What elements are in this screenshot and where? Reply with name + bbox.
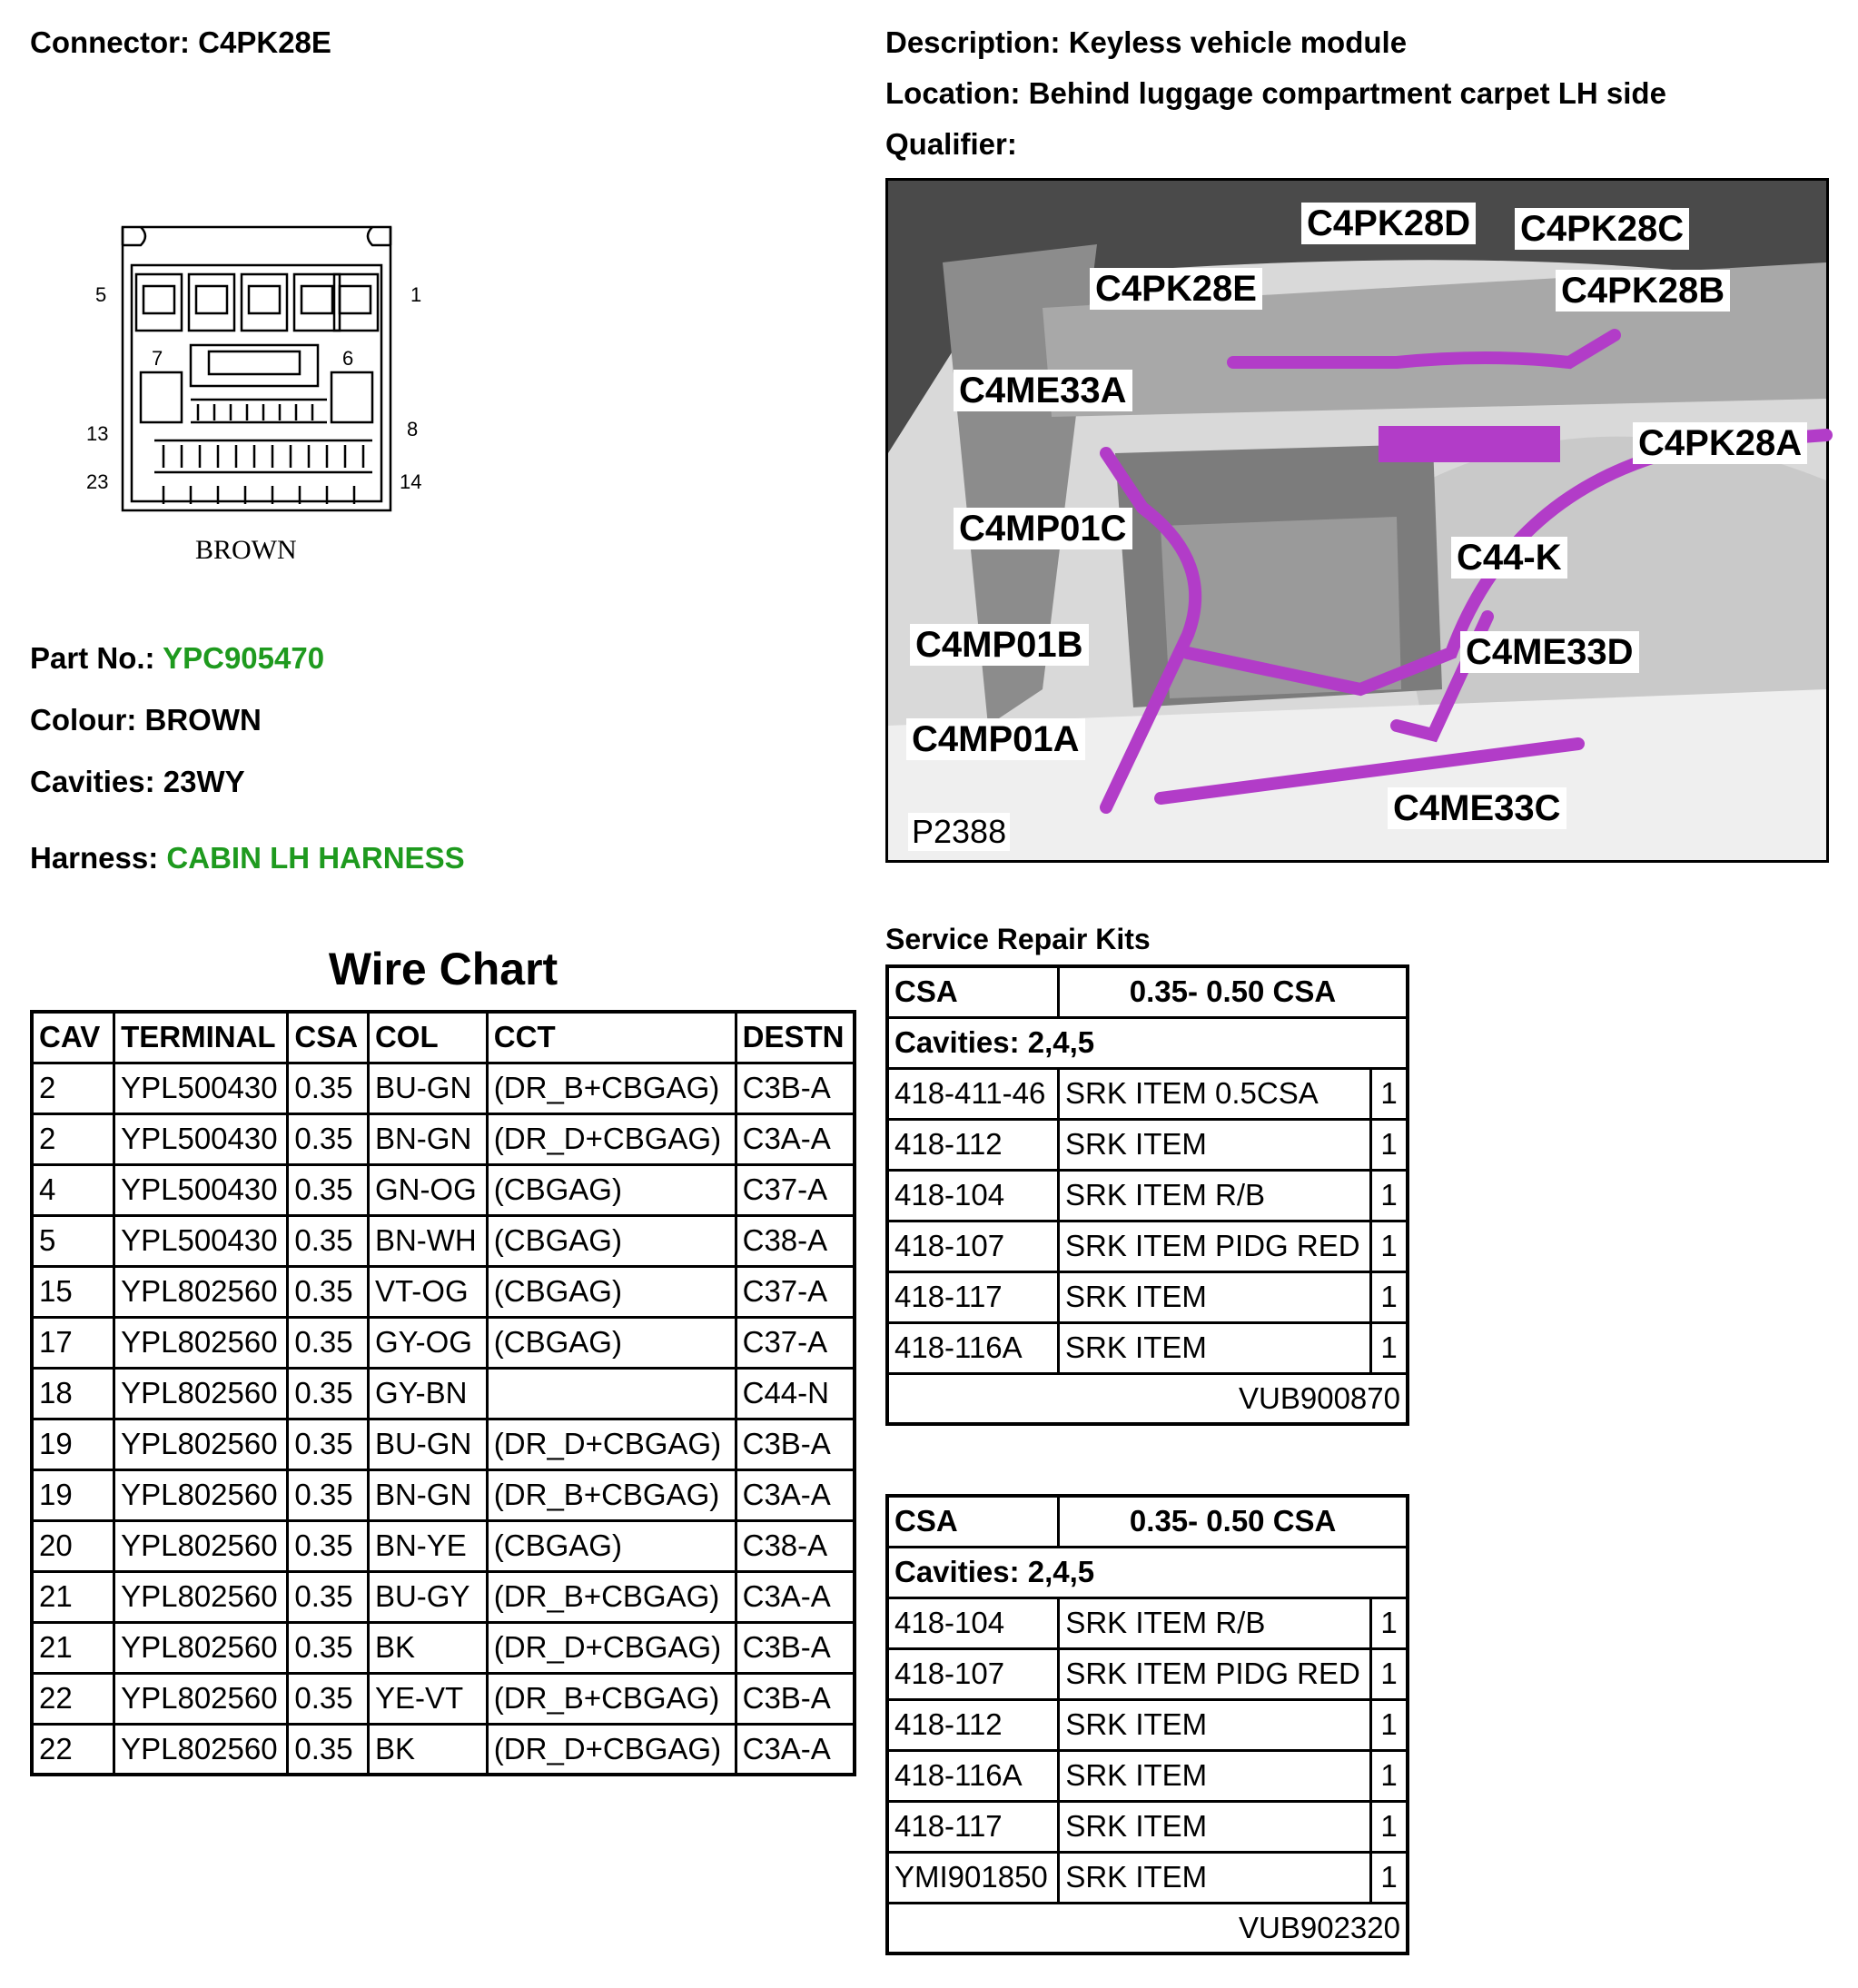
- srk-item-row: [887, 1648, 1408, 1699]
- connector-colour-text: BROWN: [195, 535, 297, 565]
- harness-row: [30, 841, 465, 875]
- location-heading: [885, 76, 1666, 111]
- srk-quantity: 1: [1371, 1750, 1408, 1801]
- srk-part-number: 418-107: [887, 1221, 1059, 1271]
- callout-c4me33d: C4ME33D: [1460, 631, 1639, 673]
- wire-chart-cell-terminal: YPL500430: [114, 1063, 288, 1113]
- wire-chart-cell-cct: (DR_B+CBGAG): [487, 1673, 736, 1724]
- callout-c4pk28c: C4PK28C: [1515, 208, 1689, 250]
- srk-part-number: 418-117: [887, 1271, 1059, 1322]
- wire-chart-title: Wire Chart: [328, 944, 558, 994]
- srk-csa-range: 0.35- 0.50 CSA: [1059, 966, 1408, 1017]
- col-col: COL: [368, 1012, 487, 1063]
- srk-item-row: [887, 1068, 1408, 1119]
- col-cav: CAV: [32, 1012, 114, 1063]
- wire-chart-cell-cav: 22: [32, 1724, 114, 1775]
- wire-chart-cell-cav: 19: [32, 1469, 114, 1520]
- wire-chart-cell-terminal: YPL802560: [114, 1520, 288, 1571]
- wire-chart-cell-col: BN-GN: [368, 1113, 487, 1164]
- wire-chart-row: [32, 1113, 855, 1164]
- connector-label: Connector:: [30, 25, 190, 59]
- srk-item-description: SRK ITEM: [1059, 1852, 1371, 1903]
- wire-chart-row: [32, 1164, 855, 1215]
- srk-kit-number-row: [887, 1373, 1408, 1424]
- wire-chart-cell-csa: 0.35: [288, 1317, 369, 1368]
- wire-chart-cell-destn: C37-A: [736, 1164, 855, 1215]
- wire-chart-cell-csa: 0.35: [288, 1673, 369, 1724]
- wire-chart-cell-terminal: YPL802560: [114, 1673, 288, 1724]
- srk-item-description: SRK ITEM PIDG RED: [1059, 1648, 1371, 1699]
- harness-label: Harness:: [30, 841, 159, 875]
- connector-id: C4PK28E: [198, 25, 331, 59]
- col-csa: CSA: [288, 1012, 369, 1063]
- wire-chart-table: [30, 1010, 856, 1776]
- wire-chart-cell-destn: C44-N: [736, 1368, 855, 1419]
- connector-heading: [30, 25, 331, 60]
- callout-c4pk28b: C4PK28B: [1556, 270, 1730, 312]
- wire-chart-cell-destn: C3A-A: [736, 1571, 855, 1622]
- srk-header-row: [887, 966, 1408, 1017]
- srk-item-description: SRK ITEM: [1059, 1699, 1371, 1750]
- wire-chart-row: [32, 1724, 855, 1775]
- harness-link[interactable]: CABIN LH HARNESS: [166, 841, 465, 875]
- wire-chart-cell-cav: 18: [32, 1368, 114, 1419]
- srk-item-description: SRK ITEM: [1059, 1271, 1371, 1322]
- cavities-row: [30, 765, 245, 799]
- wire-chart-cell-terminal: YPL802560: [114, 1317, 288, 1368]
- srk-quantity: 1: [1370, 1170, 1408, 1221]
- part-no-row: [30, 641, 324, 676]
- wire-chart-cell-cct: (DR_B+CBGAG): [487, 1469, 736, 1520]
- wire-chart-cell-col: BU-GN: [368, 1063, 487, 1113]
- qualifier-heading: [885, 127, 1017, 162]
- wire-chart-cell-cav: 2: [32, 1113, 114, 1164]
- srk-part-number: 418-112: [887, 1119, 1059, 1170]
- srk-csa-range: 0.35- 0.50 CSA: [1059, 1496, 1408, 1547]
- wire-chart-cell-destn: C3A-A: [736, 1113, 855, 1164]
- srk-item-description: SRK ITEM: [1059, 1119, 1371, 1170]
- srk-quantity: 1: [1370, 1068, 1408, 1119]
- wire-chart-cell-csa: 0.35: [288, 1469, 369, 1520]
- wire-chart-cell-cav: 21: [32, 1622, 114, 1673]
- wire-chart-cell-destn: C38-A: [736, 1520, 855, 1571]
- pin-label-14: 14: [400, 470, 422, 493]
- wire-chart-cell-terminal: YPL802560: [114, 1266, 288, 1317]
- colour-label: Colour:: [30, 703, 137, 737]
- wire-chart-cell-cav: 5: [32, 1215, 114, 1266]
- srk-quantity: 1: [1370, 1221, 1408, 1271]
- srk-item-row: [887, 1852, 1408, 1903]
- srk-item-description: SRK ITEM R/B: [1059, 1597, 1371, 1648]
- wire-chart-cell-cct: (DR_D+CBGAG): [487, 1724, 736, 1775]
- figure-reference: P2388: [908, 813, 1010, 851]
- description-heading: [885, 25, 1407, 60]
- wire-chart-cell-destn: C3B-A: [736, 1419, 855, 1469]
- srk-item-row: [887, 1801, 1408, 1852]
- wire-chart-cell-cct: (DR_D+CBGAG): [487, 1622, 736, 1673]
- srk-part-number: 418-104: [887, 1170, 1059, 1221]
- wire-chart-cell-cav: 20: [32, 1520, 114, 1571]
- description-value: Keyless vehicle module: [1068, 25, 1408, 59]
- srk-quantity: 1: [1370, 1119, 1408, 1170]
- srk-cavities-row: [887, 1547, 1408, 1597]
- srk-item-row: [887, 1221, 1408, 1271]
- srk-csa-label: CSA: [887, 1496, 1059, 1547]
- qualifier-label: Qualifier:: [885, 127, 1017, 161]
- wire-chart-cell-csa: 0.35: [288, 1215, 369, 1266]
- colour-row: [30, 703, 262, 737]
- wire-chart-cell-csa: 0.35: [288, 1724, 369, 1775]
- col-cct: CCT: [487, 1012, 736, 1063]
- wire-chart-cell-destn: C3B-A: [736, 1063, 855, 1113]
- srk-title: Service Repair Kits: [885, 923, 1151, 955]
- srk-quantity: 1: [1370, 1271, 1408, 1322]
- part-no-link[interactable]: YPC905470: [163, 641, 325, 675]
- srk-quantity: 1: [1370, 1322, 1408, 1373]
- wire-chart-cell-cav: 22: [32, 1673, 114, 1724]
- callout-c4pk28e: C4PK28E: [1090, 268, 1262, 310]
- srk-part-number: 418-104: [887, 1597, 1059, 1648]
- description-label: Description:: [885, 25, 1061, 59]
- wire-chart-cell-cct: (CBGAG): [487, 1520, 736, 1571]
- srk-part-number: 418-107: [887, 1648, 1059, 1699]
- wire-chart-row: [32, 1469, 855, 1520]
- location-label: Location:: [885, 76, 1021, 110]
- wire-chart-cell-destn: C3A-A: [736, 1724, 855, 1775]
- srk-part-number: 418-117: [887, 1801, 1059, 1852]
- wire-chart-cell-col: BN-WH: [368, 1215, 487, 1266]
- wire-chart-cell-cct: (CBGAG): [487, 1215, 736, 1266]
- wire-chart-row: [32, 1622, 855, 1673]
- callout-c4mp01c: C4MP01C: [954, 508, 1132, 549]
- wire-chart-cell-terminal: YPL500430: [114, 1113, 288, 1164]
- pin-label-1: 1: [410, 283, 422, 306]
- wire-chart-cell-destn: C3A-A: [736, 1469, 855, 1520]
- srk-quantity: 1: [1371, 1699, 1408, 1750]
- srk-kit-number-row: [887, 1903, 1408, 1953]
- pin-label-13: 13: [86, 422, 109, 445]
- callout-c4mp01a: C4MP01A: [906, 718, 1085, 760]
- connector-face-svg: [86, 218, 454, 581]
- srk-csa-label: CSA: [887, 966, 1059, 1017]
- wire-chart-cell-destn: C37-A: [736, 1266, 855, 1317]
- srk-item-description: SRK ITEM R/B: [1059, 1170, 1371, 1221]
- srk-kit-table: [885, 964, 1409, 1426]
- cavities-value: 23WY: [163, 765, 245, 798]
- srk-kit-table: [885, 1494, 1409, 1955]
- srk-kit-number: VUB902320: [887, 1903, 1408, 1953]
- col-terminal: TERMINAL: [114, 1012, 288, 1063]
- wire-chart-header-row: [32, 1012, 855, 1063]
- wire-chart-cell-cct: [487, 1368, 736, 1419]
- wire-chart-cell-destn: C3B-A: [736, 1622, 855, 1673]
- srk-part-number: YMI901850: [887, 1852, 1059, 1903]
- wire-chart-cell-cct: (CBGAG): [487, 1164, 736, 1215]
- wire-chart-row: [32, 1266, 855, 1317]
- callout-c4pk28a: C4PK28A: [1633, 422, 1807, 464]
- srk-item-row: [887, 1170, 1408, 1221]
- wire-chart-cell-csa: 0.35: [288, 1063, 369, 1113]
- srk-cavities: Cavities: 2,4,5: [887, 1547, 1408, 1597]
- wire-chart-cell-csa: 0.35: [288, 1164, 369, 1215]
- wire-chart-cell-col: BN-YE: [368, 1520, 487, 1571]
- col-destn: DESTN: [736, 1012, 855, 1063]
- srk-item-row: [887, 1322, 1408, 1373]
- srk-header-row: [887, 1496, 1408, 1547]
- location-figure: [885, 178, 1829, 863]
- location-value: Behind luggage compartment carpet LH side: [1028, 76, 1666, 110]
- srk-part-number: 418-116A: [887, 1750, 1059, 1801]
- wire-chart-cell-cav: 2: [32, 1063, 114, 1113]
- wire-chart-cell-cav: 17: [32, 1317, 114, 1368]
- wire-chart-cell-cct: (CBGAG): [487, 1266, 736, 1317]
- wire-chart-cell-csa: 0.35: [288, 1571, 369, 1622]
- srk-item-description: SRK ITEM: [1059, 1322, 1371, 1373]
- srk-part-number: 418-411-46: [887, 1068, 1059, 1119]
- srk-quantity: 1: [1371, 1648, 1408, 1699]
- wire-chart-cell-csa: 0.35: [288, 1622, 369, 1673]
- wire-chart-cell-terminal: YPL802560: [114, 1368, 288, 1419]
- wire-chart-cell-col: GY-BN: [368, 1368, 487, 1419]
- wire-chart-cell-cct: (DR_B+CBGAG): [487, 1571, 736, 1622]
- wire-chart-cell-terminal: YPL802560: [114, 1724, 288, 1775]
- wire-chart-cell-cav: 15: [32, 1266, 114, 1317]
- wire-chart-row: [32, 1520, 855, 1571]
- connector-face-diagram: [86, 218, 454, 581]
- wire-chart-cell-cav: 4: [32, 1164, 114, 1215]
- wire-chart-row: [32, 1419, 855, 1469]
- srk-item-description: SRK ITEM: [1059, 1801, 1371, 1852]
- wire-chart-cell-col: BU-GY: [368, 1571, 487, 1622]
- wire-chart-cell-terminal: YPL802560: [114, 1419, 288, 1469]
- pin-label-23: 23: [86, 470, 109, 493]
- srk-quantity: 1: [1371, 1852, 1408, 1903]
- callout-c4mp01b: C4MP01B: [910, 624, 1089, 666]
- srk-item-description: SRK ITEM: [1059, 1750, 1371, 1801]
- wire-chart-cell-col: GY-OG: [368, 1317, 487, 1368]
- wire-chart-row: [32, 1317, 855, 1368]
- wire-chart-row: [32, 1368, 855, 1419]
- callout-c4pk28d: C4PK28D: [1301, 203, 1476, 244]
- srk-part-number: 418-116A: [887, 1322, 1059, 1373]
- callout-c4me33c: C4ME33C: [1388, 787, 1566, 829]
- srk-quantity: 1: [1371, 1801, 1408, 1852]
- srk-part-number: 418-112: [887, 1699, 1059, 1750]
- srk-quantity: 1: [1371, 1597, 1408, 1648]
- pin-label-8: 8: [407, 418, 419, 440]
- wire-chart-cell-col: VT-OG: [368, 1266, 487, 1317]
- wire-chart-cell-csa: 0.35: [288, 1419, 369, 1469]
- wire-chart-cell-terminal: YPL500430: [114, 1164, 288, 1215]
- wire-chart-cell-terminal: YPL802560: [114, 1571, 288, 1622]
- srk-item-row: [887, 1271, 1408, 1322]
- srk-item-description: SRK ITEM 0.5CSA: [1059, 1068, 1371, 1119]
- wire-chart-cell-col: BN-GN: [368, 1469, 487, 1520]
- wire-chart-cell-csa: 0.35: [288, 1266, 369, 1317]
- pin-label-6: 6: [342, 347, 354, 370]
- wire-chart-cell-cav: 19: [32, 1419, 114, 1469]
- wire-chart-cell-destn: C37-A: [736, 1317, 855, 1368]
- srk-item-row: [887, 1597, 1408, 1648]
- wire-chart-cell-destn: C3B-A: [736, 1673, 855, 1724]
- srk-cavities: Cavities: 2,4,5: [887, 1017, 1408, 1068]
- wire-chart-cell-destn: C38-A: [736, 1215, 855, 1266]
- pin-label-7: 7: [152, 347, 163, 370]
- wire-chart-row: [32, 1673, 855, 1724]
- srk-item-row: [887, 1119, 1408, 1170]
- callout-c44-k: C44-K: [1451, 537, 1567, 579]
- wire-chart-cell-csa: 0.35: [288, 1368, 369, 1419]
- wire-chart-cell-terminal: YPL802560: [114, 1469, 288, 1520]
- wire-chart-cell-col: BU-GN: [368, 1419, 487, 1469]
- wire-chart-cell-cct: (DR_D+CBGAG): [487, 1113, 736, 1164]
- wire-chart-cell-col: GN-OG: [368, 1164, 487, 1215]
- wire-chart-row: [32, 1571, 855, 1622]
- wire-chart-cell-cct: (DR_D+CBGAG): [487, 1419, 736, 1469]
- srk-cavities-row: [887, 1017, 1408, 1068]
- wire-chart-cell-terminal: YPL500430: [114, 1215, 288, 1266]
- cavities-label: Cavities:: [30, 765, 155, 798]
- part-no-label: Part No.:: [30, 641, 155, 675]
- wire-chart-cell-csa: 0.35: [288, 1520, 369, 1571]
- wire-chart-cell-terminal: YPL802560: [114, 1622, 288, 1673]
- wire-chart-row: [32, 1215, 855, 1266]
- srk-item-row: [887, 1699, 1408, 1750]
- wire-chart-cell-cav: 21: [32, 1571, 114, 1622]
- srk-item-description: SRK ITEM PIDG RED: [1059, 1221, 1371, 1271]
- pin-label-5: 5: [95, 283, 107, 306]
- wire-chart-cell-cct: (CBGAG): [487, 1317, 736, 1368]
- wire-chart-cell-col: BK: [368, 1724, 487, 1775]
- wire-chart-cell-col: YE-VT: [368, 1673, 487, 1724]
- colour-value: BROWN: [144, 703, 262, 737]
- srk-kit-number: VUB900870: [887, 1373, 1408, 1424]
- srk-item-row: [887, 1750, 1408, 1801]
- wire-chart-cell-col: BK: [368, 1622, 487, 1673]
- wire-chart-cell-csa: 0.35: [288, 1113, 369, 1164]
- wire-chart-row: [32, 1063, 855, 1113]
- wire-chart-cell-cct: (DR_B+CBGAG): [487, 1063, 736, 1113]
- callout-c4me33a: C4ME33A: [954, 370, 1132, 411]
